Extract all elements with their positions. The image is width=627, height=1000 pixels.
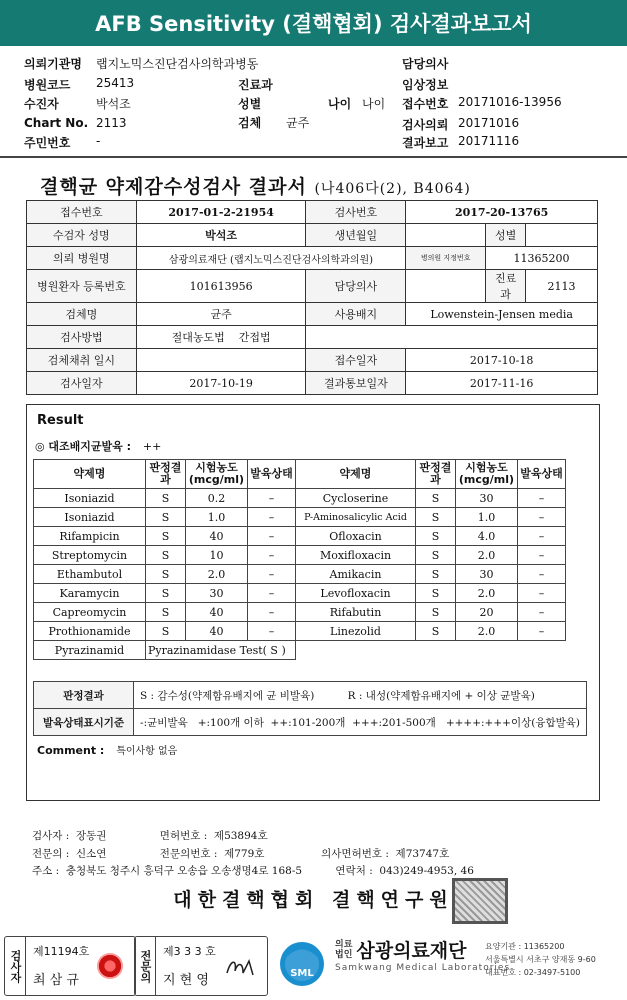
drug-header-right: 약제명 (296, 460, 416, 489)
accession: 20171016-13956 (458, 95, 562, 109)
drug-name: Ofloxacin (296, 527, 416, 546)
judge-result: S (146, 584, 186, 603)
test-concentration: 2.0 (456, 584, 518, 603)
hospital-code-cell-label: 병의원 지정번호 (406, 247, 486, 270)
method-label: 검사방법 (27, 326, 137, 349)
sex-cell (526, 224, 598, 247)
drug-row (34, 489, 566, 508)
growth-legend-text: -:균비발육 +:100개 이하 ++:101-200개 +++:201-500개 ++++:+++이상(융합발육) (134, 709, 587, 736)
drug-name: Moxifloxacin (296, 546, 416, 565)
doctor-cell (406, 270, 486, 303)
judge-result: S (416, 508, 456, 527)
tester-tag: 검사자 (5, 937, 26, 995)
growth-status: – (248, 546, 296, 565)
hospital-code-label: 병원코드 (24, 78, 71, 92)
growth-status: – (518, 622, 566, 641)
age-label: 나이 (328, 97, 352, 111)
doc-title-sub: (나406다(2), B4064) (314, 181, 471, 197)
info-table (26, 200, 598, 395)
drug-name: Prothionamide (34, 622, 146, 641)
medium-label: 사용배지 (306, 303, 406, 326)
rrn-label: 주민번호 (24, 136, 71, 150)
test-date: 2017-10-19 (136, 372, 306, 395)
judge-legend-label: 판정결과 (34, 682, 134, 709)
specimen-cell: 균주 (136, 303, 306, 326)
legend-table (33, 681, 587, 736)
growth-status: – (518, 603, 566, 622)
rrn: - (96, 134, 101, 148)
growth-legend-label: 발육상태표시기준 (34, 709, 134, 736)
test-no-label: 검사번호 (306, 201, 406, 224)
drug-name: Linezolid (296, 622, 416, 641)
sml-logo-icon (274, 934, 330, 990)
hospital-label: 의뢰 병원명 (27, 247, 137, 270)
sex-label: 성별 (238, 97, 262, 111)
comment-text: 특이사항 없음 (116, 746, 178, 757)
request-org: 랩지노믹스진단검사의학과병동 (96, 57, 259, 71)
org-tel: 대표번호 : 02-3497-5100 (485, 968, 581, 977)
test-concentration: 30 (186, 584, 248, 603)
judge-result: S (146, 546, 186, 565)
growth-status: – (518, 546, 566, 565)
drug-name: Rifabutin (296, 603, 416, 622)
result-date: 2017-11-16 (406, 372, 598, 395)
drug-row (34, 508, 566, 527)
patient-label: 수진자 (24, 97, 59, 111)
drug-row (34, 584, 566, 603)
report-header (0, 50, 627, 154)
specimen-label: 검체 (238, 116, 262, 130)
chart-label: Chart No. (24, 116, 89, 130)
patient-name-label: 수검자 성명 (27, 224, 137, 247)
org-info (485, 940, 596, 979)
specimen: 균주 (286, 116, 310, 130)
judge-result: S (416, 527, 456, 546)
specialist-name: 지 현 영 (163, 973, 209, 988)
dept-label: 진료과 (238, 78, 273, 92)
growth-status: – (248, 565, 296, 584)
pza-label: Pyrazinamid (34, 641, 146, 660)
judge-result: S (146, 565, 186, 584)
method-2: 간접법 (238, 331, 271, 344)
test-concentration: 40 (186, 603, 248, 622)
drug-name: Levofloxacin (296, 584, 416, 603)
growth-status: – (248, 584, 296, 603)
receive: 2017-10-18 (406, 349, 598, 372)
test-concentration: 2.0 (186, 565, 248, 584)
drug-row (34, 565, 566, 584)
chart: 2113 (96, 116, 127, 130)
drug-name: Cycloserine (296, 489, 416, 508)
judge-result: S (416, 489, 456, 508)
test-concentration: 20 (456, 603, 518, 622)
org-name: 삼광의료재단 (356, 940, 467, 962)
test-concentration: 30 (456, 565, 518, 584)
drug-row (34, 527, 566, 546)
logo-text: SML (290, 968, 314, 979)
judge-result: S (416, 622, 456, 641)
org-prefix-1: 의료 (335, 939, 353, 950)
test-concentration: 10 (186, 546, 248, 565)
test-concentration: 0.2 (186, 489, 248, 508)
drug-row (34, 622, 566, 641)
control-label: ◎ 대조배지균발육 : (35, 440, 132, 453)
org-eng: Samkwang Medical Laboratories (335, 963, 511, 973)
specialist-signature (223, 953, 259, 981)
growth-status: – (248, 489, 296, 508)
growth-status: – (518, 584, 566, 603)
judge-legend-text: S : 감수성(약제함유배지에 균 비발육) R : 내성(약제함유배지에 + 이상 균발육) (134, 682, 587, 709)
collect (136, 349, 306, 372)
reg-no: 101613956 (136, 270, 306, 303)
patient-name: 박석조 (136, 224, 306, 247)
growth-status: – (518, 489, 566, 508)
judge-result: S (416, 603, 456, 622)
doctor-label: 담당의사 (402, 57, 449, 71)
specialist-tag: 전문의 (135, 937, 156, 995)
test-concentration: 4.0 (456, 527, 518, 546)
result-title: Result (37, 413, 84, 428)
doc-title (40, 172, 471, 199)
sign-line-3: 주소 : 충청북도 청주시 흥덕구 오송읍 오송생명4로 168-5 연락처 : 043)249-4953, 46 (32, 865, 474, 877)
collect-label: 검체채취 일시 (27, 349, 137, 372)
org-code: 요양기관 : 11365200 (485, 942, 565, 951)
judge-header-left: 판정결과 (146, 460, 186, 489)
req-date: 20171016 (458, 116, 520, 130)
medium: Lowenstein-Jensen media (406, 303, 598, 326)
judge-result: S (146, 508, 186, 527)
conc-header-left: 시험농도(mcg/ml) (186, 460, 248, 489)
method-empty (306, 326, 598, 349)
test-concentration: 1.0 (456, 508, 518, 527)
org-addr: 서울특별시 서초구 양재동 9-60 (485, 955, 596, 964)
test-date-label: 검사일자 (27, 372, 137, 395)
sex-cell-label: 성별 (486, 224, 526, 247)
judge-result: S (146, 527, 186, 546)
test-concentration: 40 (186, 622, 248, 641)
dept-cell-label: 진료과 (486, 270, 526, 303)
drug-name: Amikacin (296, 565, 416, 584)
control-value: ++ (142, 440, 162, 453)
hospital: 삼광의료재단 (랩지노믹스진단검사의학과의원) (136, 247, 406, 270)
dept-cell: 2113 (526, 270, 598, 303)
reception-no-label: 접수번호 (27, 201, 137, 224)
org-prefix-2: 법인 (335, 949, 353, 960)
growth-status: – (248, 527, 296, 546)
drug-row (34, 603, 566, 622)
drug-name: P-Aminosalicylic Acid (296, 508, 416, 527)
req-date-label: 검사의뢰 (402, 118, 449, 132)
doctor-cell-label: 담당의사 (306, 270, 406, 303)
drug-name: Capreomycin (34, 603, 146, 622)
test-concentration: 2.0 (456, 546, 518, 565)
judge-result: S (416, 546, 456, 565)
comment (37, 742, 177, 757)
report-date-label: 결과보고 (402, 136, 449, 150)
hospital-code-cell: 11365200 (486, 247, 598, 270)
test-no: 2017-20-13765 (406, 201, 598, 224)
comment-label: Comment : (37, 744, 105, 757)
control-growth (35, 438, 161, 454)
judge-result: S (146, 603, 186, 622)
institution-name: 대한결핵협회 결핵연구원 (173, 889, 454, 911)
growth-status: – (518, 508, 566, 527)
dob-label: 생년월일 (306, 224, 406, 247)
drug-name: Ethambutol (34, 565, 146, 584)
pza-blank (296, 641, 566, 660)
footer (0, 928, 627, 1000)
judge-result: S (416, 565, 456, 584)
growth-status: – (248, 603, 296, 622)
reg-no-label: 병원환자 등록번호 (27, 270, 137, 303)
specialist-no: 제3 3 3 호 (163, 945, 216, 958)
test-concentration: 1.0 (186, 508, 248, 527)
hospital-code: 25413 (96, 76, 135, 90)
growth-status: – (518, 565, 566, 584)
growth-header-left: 발육상태 (248, 460, 296, 489)
header-divider (0, 156, 627, 158)
test-concentration: 30 (456, 489, 518, 508)
drug-name: Streptomycin (34, 546, 146, 565)
doc-title-main: 결핵균 약제감수성검사 결과서 (40, 176, 307, 198)
growth-status: – (248, 622, 296, 641)
tester-name: 최 삼 규 (33, 973, 79, 988)
drug-row (34, 546, 566, 565)
sign-line-2: 전문의 : 신소연 전문의번호 : 제779호 의사면허번호 : 제73747호 (32, 848, 450, 860)
drug-name: Isoniazid (34, 508, 146, 527)
tester-no: 제11194호 (33, 945, 90, 958)
accession-label: 접수번호 (402, 97, 449, 111)
report-title: AFB Sensitivity (결핵협회) 검사결과보고서 (0, 0, 627, 46)
age: 나이 (362, 97, 386, 111)
specimen-cell-label: 검체명 (27, 303, 137, 326)
method-1: 절대농도법 (171, 331, 225, 344)
conc-header-right: 시험농도(mcg/ml) (456, 460, 518, 489)
patient: 박석조 (96, 97, 131, 111)
judge-header-right: 판정결과 (416, 460, 456, 489)
request-org-label: 의뢰기관명 (24, 57, 82, 71)
clinical-label: 임상정보 (402, 78, 449, 92)
specialist-box (134, 936, 268, 996)
report-date: 20171116 (458, 134, 520, 148)
tester-box (4, 936, 136, 996)
drug-name: Karamycin (34, 584, 146, 603)
drug-name: Rifampicin (34, 527, 146, 546)
reception-no: 2017-01-2-21954 (136, 201, 306, 224)
result-date-label: 결과통보일자 (306, 372, 406, 395)
drug-table (33, 459, 566, 660)
drug-header-left: 약제명 (34, 460, 146, 489)
method (136, 326, 306, 349)
judge-result: S (146, 622, 186, 641)
test-concentration: 40 (186, 527, 248, 546)
sign-line-1: 검사자 : 장동권 면허번호 : 제53894호 (32, 830, 268, 842)
judge-result: S (146, 489, 186, 508)
drug-name: Isoniazid (34, 489, 146, 508)
scanned-result-document (12, 160, 615, 920)
test-concentration: 2.0 (456, 622, 518, 641)
growth-status: – (248, 508, 296, 527)
brand (335, 936, 510, 973)
growth-header-right: 발육상태 (518, 460, 566, 489)
result-section (26, 404, 600, 801)
receive-label: 접수일자 (306, 349, 406, 372)
judge-result: S (416, 584, 456, 603)
dob (406, 224, 486, 247)
org-prefix (335, 940, 352, 960)
pza-value: Pyrazinamidase Test( S ) (146, 641, 296, 660)
growth-status: – (518, 527, 566, 546)
tester-stamp (97, 953, 123, 979)
